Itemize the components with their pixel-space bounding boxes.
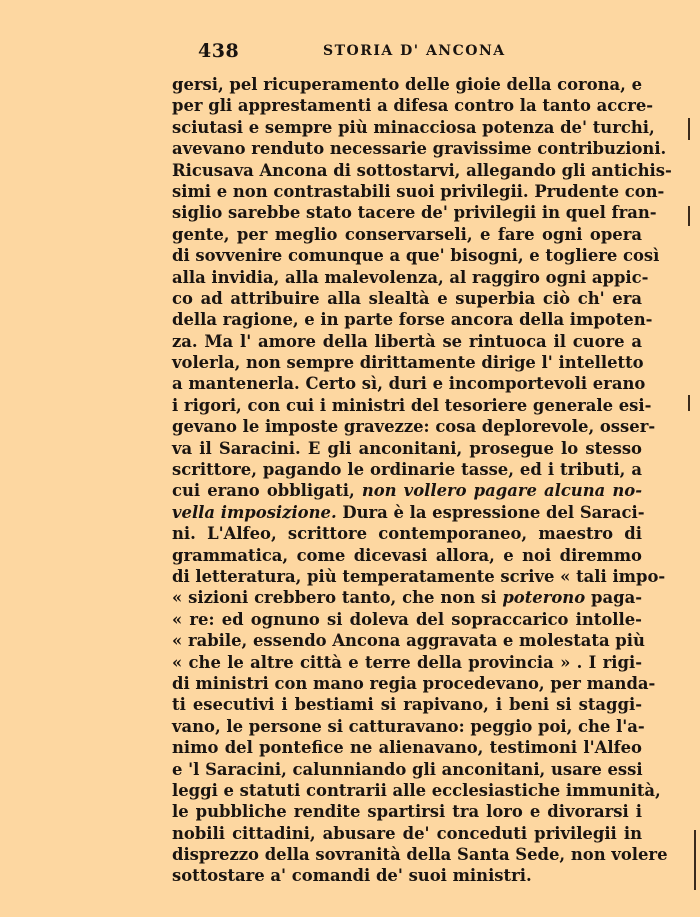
text-segment: e 'l Saracini, calunniando gli anconitani, usare essi [172, 759, 643, 779]
text-line [172, 224, 642, 245]
edge-mark [688, 395, 690, 411]
text-line [172, 138, 667, 159]
text-segment: i rigori, con cui i ministri del tesoriere generale esi- [172, 395, 652, 415]
text-line [172, 694, 642, 715]
italic-segment: poterono [502, 588, 586, 608]
text-segment: co ad attribuire alla slealtà e superbia ciò ch' era [172, 288, 642, 308]
text-segment: nimo del pontefice ne alienavano, testimoni l'Alfeo [172, 738, 642, 758]
text-line [172, 780, 661, 801]
text-segment: gevano le imposte gravezze: cosa deplorevole, osser- [172, 417, 656, 437]
text-segment: per gli apprestamenti a difesa contro la tanto accre- [172, 96, 654, 116]
text-segment: nobili cittadini, abusare de' conceduti privilegii in [172, 823, 642, 843]
text-line [172, 267, 649, 288]
text-line [172, 309, 653, 330]
text-line [172, 502, 645, 523]
text-segment: paga- [585, 588, 643, 608]
text-line [172, 523, 642, 544]
text-line [172, 630, 645, 651]
text-line [172, 566, 666, 587]
text-segment: vano, le persone si catturavano: peggio poi, che l'a- [172, 716, 645, 736]
text-line [172, 438, 642, 459]
text-line [172, 587, 642, 608]
text-segment: gente, per meglio conservarseli, e fare ogni opera [172, 224, 642, 244]
text-segment: a mantenerla. Certo sì, duri e incomportevoli erano [172, 374, 646, 394]
edge-mark [688, 206, 690, 226]
italic-segment: non vollero pagare alcuna no- [361, 481, 642, 501]
text-line [172, 395, 652, 416]
edge-mark [694, 830, 696, 890]
text-segment: le pubbliche rendite spartirsi tra loro e divorarsi i [172, 802, 642, 822]
text-line [172, 95, 654, 116]
text-line [172, 416, 656, 437]
text-segment: di sovvenire comunque a que' bisogni, e togliere così [172, 246, 660, 266]
text-segment: simi e non contrastabili suoi privilegii. Prudente con- [172, 181, 665, 201]
text-segment: « sizioni crebbero tanto, che non si [172, 588, 503, 608]
text-line [172, 480, 642, 501]
edge-mark [688, 118, 690, 140]
text-line [172, 331, 642, 352]
text-line [172, 716, 645, 737]
text-segment: di ministri con mano regia procedevano, per manda- [172, 673, 656, 693]
text-line [172, 673, 656, 694]
text-segment: alla invidia, alla malevolenza, al raggiro ogni appic- [172, 267, 649, 287]
text-segment: ni. L'Alfeo, scrittore contemporaneo, maestro di [172, 524, 642, 544]
text-line [172, 865, 642, 886]
text-segment: Dura è la espressione del Saraci- [336, 502, 645, 522]
text-segment: avevano renduto necessarie gravissime contribuzioni. [172, 139, 667, 159]
running-title: STORIA D' ANCONA [323, 43, 506, 59]
page-number: 438 [198, 40, 240, 62]
text-segment: leggi e statuti contrarii alle ecclesiastiche immunità, [172, 780, 661, 800]
text-segment: disprezzo della sovranità della Santa Sede, non volere [172, 845, 668, 865]
text-segment: Ricusava Ancona di sottostarvi, allegando gli antichis- [172, 160, 672, 180]
text-line [172, 759, 642, 780]
text-segment: volerla, non sempre dirittamente dirige l' intelletto [172, 353, 644, 373]
text-segment: « rabile, essendo Ancona aggravata e molestata più [172, 631, 645, 651]
text-line [172, 352, 642, 373]
text-segment: ti esecutivi i bestiami si rapivano, i beni si staggi- [172, 695, 642, 715]
text-segment: di letteratura, più temperatamente scrive « tali impo- [172, 566, 666, 586]
text-line [172, 117, 655, 138]
text-line [172, 652, 642, 673]
text-segment: za. Ma l' amore della libertà se rintuoca il cuore a [172, 331, 642, 351]
text-line [172, 801, 642, 822]
text-segment: siglio sarebbe stato tacere de' privilegii in quel fran- [172, 203, 657, 223]
text-segment: sciutasi e sempre più minacciosa potenza de' turchi, [172, 117, 655, 137]
text-segment: sottostare a' comandi de' suoi ministri. [172, 866, 532, 886]
text-segment: « re: ed ognuno si doleva del sopraccarico intolle- [172, 609, 642, 629]
text-segment: scrittore, pagando le ordinarie tasse, ed i tributi, a [172, 460, 642, 480]
text-segment: va il Saracini. E gli anconitani, prosegue lo stesso [172, 438, 642, 458]
text-line [172, 202, 657, 223]
text-segment: cui erano obbligati, [172, 481, 362, 501]
page-header [172, 40, 640, 64]
body-text [172, 74, 672, 887]
text-line [172, 245, 660, 266]
text-line [172, 74, 642, 95]
text-segment: grammatica, come dicevasi allora, e noi diremmo [172, 545, 642, 565]
text-line [172, 181, 665, 202]
text-line [172, 823, 642, 844]
text-line [172, 844, 668, 865]
text-segment: gersi, pel ricuperamento delle gioie della corona, e [172, 75, 642, 94]
text-line [172, 609, 642, 630]
text-segment: « che le altre città e terre della provincia » . I rigi- [172, 652, 642, 672]
text-line [172, 545, 642, 566]
text-line [172, 160, 672, 181]
text-line [172, 373, 646, 394]
text-line [172, 288, 642, 309]
text-segment: della ragione, e in parte forse ancora della impoten- [172, 310, 653, 330]
italic-segment: vella imposizione. [172, 502, 337, 522]
text-line [172, 459, 642, 480]
text-line [172, 737, 642, 758]
